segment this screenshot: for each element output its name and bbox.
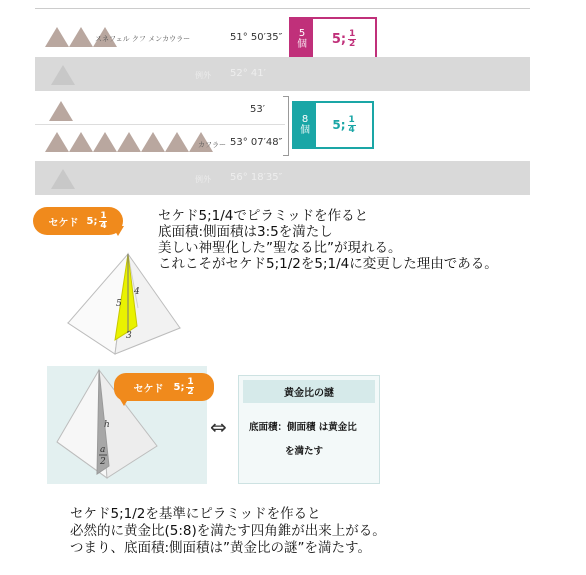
fraction-denominator: 2 <box>100 457 106 467</box>
seked-badge: セケド 5; $\frac{1}{4}$ <box>33 207 123 235</box>
table-row-exception <box>35 57 530 91</box>
row-divider <box>35 124 285 125</box>
count-label: 5個 <box>291 19 313 59</box>
ratio-label: 5; $\frac{1}{2}$ <box>313 19 375 59</box>
count-tag-5 <box>289 17 377 61</box>
golden-ratio-panel <box>238 375 380 484</box>
height-label: h <box>104 420 110 430</box>
fraction-numerator: a <box>100 445 106 455</box>
badge-pointer <box>118 396 130 406</box>
badge-pointer <box>112 226 124 236</box>
pyramid-icon <box>49 101 73 121</box>
pyramid-icon <box>117 132 141 152</box>
panel-line-2: を満たす <box>285 446 324 457</box>
angle-value: 56° 18′35″ <box>230 172 283 183</box>
pyramid-name: カフラー <box>198 141 226 149</box>
pyramid-icon <box>51 169 75 189</box>
top-rule <box>35 8 530 9</box>
pyramid-icon <box>69 27 93 47</box>
group-bracket <box>283 96 289 156</box>
pyramid-icon <box>51 65 75 85</box>
count-label: 8個 <box>294 103 316 147</box>
pyramid-icon <box>165 132 189 152</box>
count-tag-8 <box>292 101 374 149</box>
pyramid-icon <box>69 132 93 152</box>
side-label: 4 <box>134 287 140 297</box>
angle-value: 53° 07′48″ <box>230 137 283 148</box>
panel-title: 黄金比の謎 <box>243 380 375 403</box>
pyramid-icon <box>45 27 69 47</box>
pyramid-icon <box>45 132 69 152</box>
explanation-paragraph-1: セケド5;1/4でピラミッドを作ると 底面積:側面積は3:5を満たし 美しい神聖化した”聖なる比”が現れる。 これこそがセケド5;1/2を5;1/4に変更した理由である。 <box>158 208 498 272</box>
equivalence-arrow-icon: ⇔ <box>210 415 227 439</box>
side-label: 3 <box>126 331 132 341</box>
angle-value: 51° 50′35″ <box>230 32 283 43</box>
pyramid-icon <box>93 132 117 152</box>
angle-value: 53′ <box>250 104 265 115</box>
exception-label: 例外 <box>195 175 211 184</box>
seked-badge: セケド 5; $\frac{1}{2}$ <box>114 373 214 401</box>
explanation-paragraph-2: セケド5;1/2を基準にピラミッドを作ると 必然的に黄金比(5:8)を満たす四角錐が出来上がる。 つまり、底面積:側面積は”黄金比の謎”を満たす。 <box>70 506 386 556</box>
table-row <box>35 22 530 50</box>
angle-value: 52° 41′ <box>230 68 266 79</box>
table-row-exception <box>35 161 530 195</box>
exception-label: 例外 <box>195 71 211 80</box>
pyramid-names: スネフェル クフ メンカウラー <box>95 35 191 43</box>
pyramid-icon <box>141 132 165 152</box>
panel-line-1: 底面積：側面積 は黄金比 <box>249 422 357 433</box>
ratio-label: 5; $\frac{1}{4}$ <box>316 103 372 147</box>
side-label: 5 <box>116 299 122 309</box>
